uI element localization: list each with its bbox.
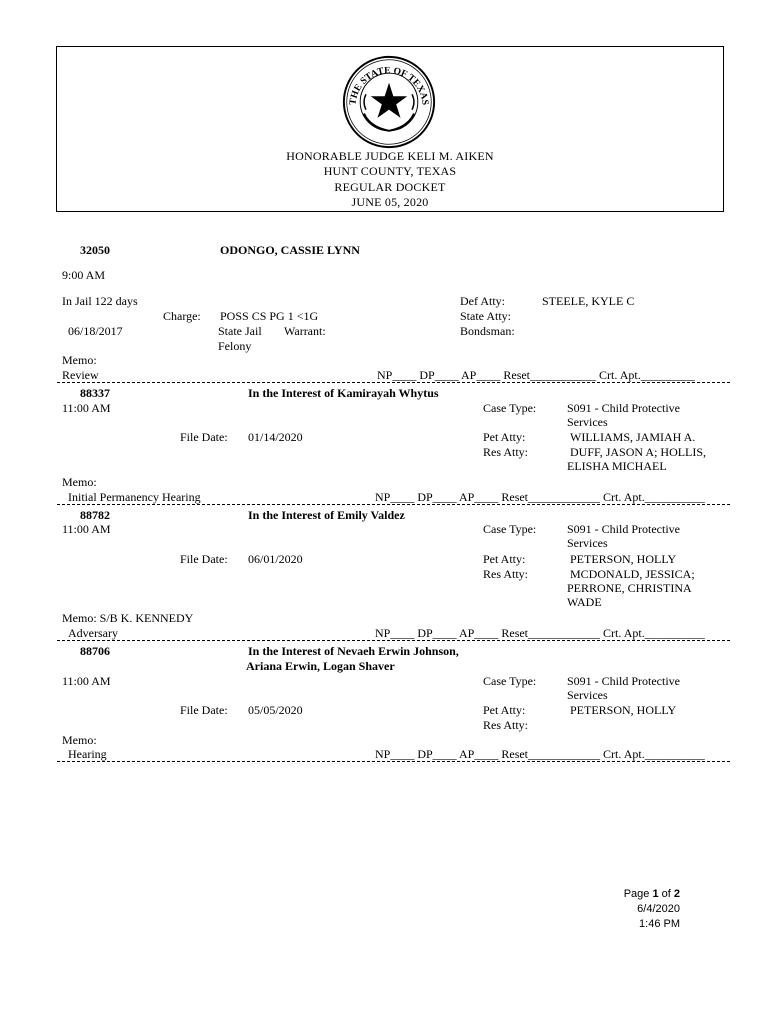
case-number: 88337 <box>80 386 110 400</box>
memo-label: Memo: <box>62 475 97 489</box>
file-date-label: File Date: <box>180 703 228 717</box>
docket-date: JUNE 05, 2020 <box>351 195 429 209</box>
judge-name: HONORABLE JUDGE KELI M. AIKEN <box>286 149 494 163</box>
case-title: In the Interest of Kamirayah Whytus <box>248 386 439 400</box>
memo-type: Review <box>62 368 99 382</box>
memo-type: Adversary <box>68 626 118 640</box>
charge-label: Charge: <box>163 309 201 323</box>
case-divider <box>57 382 730 383</box>
county-name: HUNT COUNTY, TEXAS <box>323 164 457 178</box>
pet-atty-label: Pet Atty: <box>483 552 526 566</box>
case-type-value: S091 - Child Protective Services <box>567 522 680 550</box>
pet-atty-label: Pet Atty: <box>483 430 526 444</box>
memo-label: Memo: S/B K. KENNEDY <box>62 611 194 625</box>
res-atty-value: DUFF, JASON A; HOLLIS, ELISHA MICHAEL <box>567 445 707 473</box>
def-atty-value: STEELE, KYLE C <box>542 294 635 308</box>
case-divider <box>57 504 730 505</box>
print-time: 1:46 PM <box>639 918 680 930</box>
bondsman-label: Bondsman: <box>460 324 515 338</box>
case-time: 9:00 AM <box>62 268 106 282</box>
status-line: NP____ DP____ AP____ Reset____________ Crt. Apt.__________ <box>375 626 705 640</box>
case-type-value: S091 - Child Protective Services <box>567 674 680 702</box>
case-number: 88706 <box>80 644 110 658</box>
case-divider <box>57 640 730 641</box>
pet-atty-label: Pet Atty: <box>483 703 526 717</box>
charge-detail: State Jail <box>218 324 262 338</box>
case-type-value: S091 - Child Protective Services <box>567 401 680 429</box>
state-atty-label: State Atty: <box>460 309 511 323</box>
case-number: 88782 <box>80 508 110 522</box>
case-title: In the Interest of Nevaeh Erwin Johnson, <box>248 644 459 658</box>
page-number: Page 1 of 2 <box>623 888 680 900</box>
memo-type: Hearing <box>68 747 107 761</box>
charge-value: POSS CS PG 1 <1G <box>220 309 319 323</box>
res-atty-label: Res Atty: <box>483 718 529 732</box>
status-line: NP____ DP____ AP____ Reset____________ Crt. Apt.__________ <box>375 490 705 504</box>
status-line: NP____ DP____ AP____ Reset___________ Crt. Apt._________ <box>377 368 695 382</box>
case-type-label: Case Type: <box>483 522 537 536</box>
case-type-label: Case Type: <box>483 401 537 415</box>
case-divider <box>57 761 730 762</box>
charge-detail-2: Felony <box>218 339 252 353</box>
texas-state-seal-icon <box>341 54 437 150</box>
svg-text:THE STATE OF TEXAS: THE STATE OF TEXAS <box>347 65 431 106</box>
res-atty-label: Res Atty: <box>483 445 529 459</box>
jail-date: 06/18/2017 <box>68 324 123 338</box>
file-date-value: 01/14/2020 <box>248 430 303 444</box>
pet-atty-value: WILLIAMS, JAMIAH A. <box>570 430 696 444</box>
print-date: 6/4/2020 <box>637 903 680 915</box>
file-date-label: File Date: <box>180 552 228 566</box>
status-line: NP____ DP____ AP____ Reset____________ Crt. Apt.__________ <box>375 747 705 761</box>
case-name: ODONGO, CASSIE LYNN <box>220 243 360 257</box>
pet-atty-value: PETERSON, HOLLY <box>570 703 677 717</box>
case-time: 11:00 AM <box>62 401 111 415</box>
memo-label: Memo: <box>62 733 97 747</box>
file-date-value: 06/01/2020 <box>248 552 303 566</box>
res-atty-value: MCDONALD, JESSICA; PERRONE, CHRISTINA WADE <box>567 567 695 609</box>
warrant-label: Warrant: <box>284 324 326 338</box>
res-atty-label: Res Atty: <box>483 567 529 581</box>
case-title: In the Interest of Emily Valdez <box>248 508 405 522</box>
def-atty-label: Def Atty: <box>460 294 505 308</box>
memo-label: Memo: <box>62 353 97 367</box>
case-title-line-2: Ariana Erwin, Logan Shaver <box>246 659 395 673</box>
memo-type: Initial Permanency Hearing <box>68 490 201 504</box>
pet-atty-value: PETERSON, HOLLY <box>570 552 677 566</box>
case-type-label: Case Type: <box>483 674 537 688</box>
case-number: 32050 <box>80 243 110 257</box>
case-time: 11:00 AM <box>62 674 111 688</box>
case-time: 11:00 AM <box>62 522 111 536</box>
file-date-label: File Date: <box>180 430 228 444</box>
jail-days: In Jail 122 days <box>62 294 138 308</box>
docket-type: REGULAR DOCKET <box>334 180 446 194</box>
file-date-value: 05/05/2020 <box>248 703 303 717</box>
